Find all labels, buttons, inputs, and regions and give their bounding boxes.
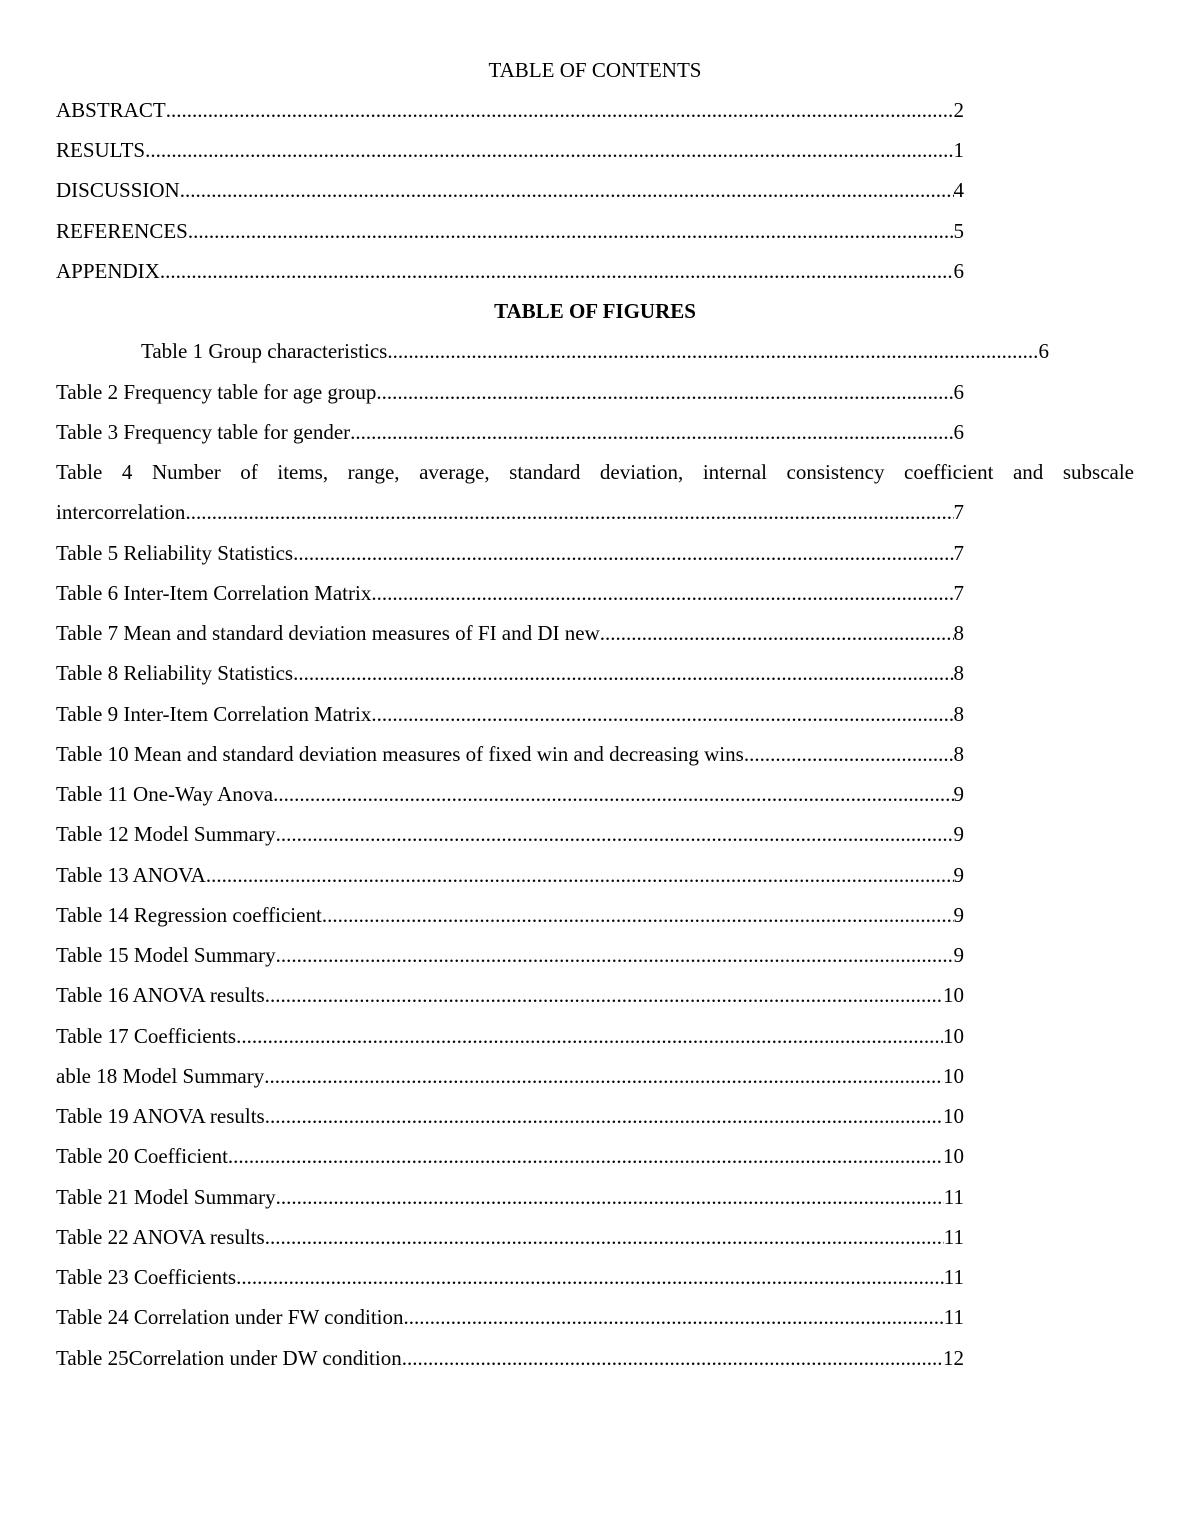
toc-entry-appendix[interactable] (56, 257, 964, 285)
dot-leader (145, 136, 953, 164)
tof-entry[interactable] (56, 1303, 964, 1331)
tof-entry-page: 9 (953, 863, 964, 887)
dot-leader (350, 418, 953, 446)
tof-entry-label: Table 6 Inter-Item Correlation Matrix (56, 581, 372, 605)
tof-entry-page: 9 (953, 822, 964, 846)
tof-entry-label: Table 24 Correlation under FW condition (56, 1305, 404, 1329)
tof-entry-label: Table 20 Coefficient (56, 1144, 228, 1168)
tof-entry-label: Table 22 ANOVA results (56, 1225, 265, 1249)
tof-entry-label: Table 3 Frequency table for gender (56, 420, 351, 444)
tof-entry-page: 11 (943, 1225, 964, 1249)
tof-entry-page: 6 (953, 380, 964, 404)
dot-leader (236, 1263, 944, 1291)
tof-entry-page: 9 (953, 903, 964, 927)
dot-leader (264, 1062, 943, 1090)
dot-leader (265, 1102, 943, 1130)
tof-entry[interactable] (56, 418, 964, 446)
tof-entry[interactable] (56, 1223, 964, 1251)
toc-entry-page: 1 (953, 138, 964, 162)
tof-entry[interactable] (56, 378, 964, 406)
dot-leader (293, 539, 953, 567)
dot-leader (180, 176, 954, 204)
tof-entry[interactable] (56, 659, 964, 687)
toc-entry-label: APPENDIX (56, 259, 160, 283)
tof-entry-label: Table 7 Mean and standard deviation measures of FI and DI new (56, 621, 600, 645)
tof-entry[interactable] (56, 780, 964, 808)
dot-leader (166, 96, 954, 124)
dot-leader (402, 1344, 943, 1372)
tof-entry-label: Table 9 Inter-Item Correlation Matrix (56, 702, 372, 726)
tof-entry-line1[interactable]: Table 4 Number of items, range, average, standard deviation, internal consistency coefficient and subscale (56, 460, 1134, 484)
tof-entry-label: Table 2 Frequency table for age group (56, 380, 377, 404)
toc-entry-references[interactable] (56, 217, 964, 245)
tof-entry-page: 9 (953, 943, 964, 967)
toc-entry-page: 5 (953, 219, 964, 243)
tof-entry-page: 8 (953, 702, 964, 726)
toc-entry-abstract[interactable] (56, 96, 964, 124)
tof-entry[interactable] (56, 1344, 964, 1372)
tof-entry[interactable] (56, 579, 964, 607)
tof-entry-label: intercorrelation (56, 500, 186, 524)
dot-leader (371, 700, 953, 728)
tof-entry-page: 11 (943, 1185, 964, 1209)
tof-entry-page: 10 (943, 1104, 964, 1128)
toc-entry-label: DISCUSSION (56, 178, 180, 202)
tof-entry[interactable] (56, 1062, 964, 1090)
tof-entry[interactable] (56, 539, 964, 567)
tof-entry-page: 7 (953, 581, 964, 605)
tof-entry-label: Table 21 Model Summary (56, 1185, 276, 1209)
tof-entry-page: 6 (953, 420, 964, 444)
dot-leader (276, 941, 954, 969)
tof-entry-label: Table 12 Model Summary (56, 822, 276, 846)
toc-entry-page: 2 (953, 98, 964, 122)
tof-entry-label: Table 25Correlation under DW condition (56, 1346, 402, 1370)
tof-entry-page: 7 (953, 541, 964, 565)
dot-leader (206, 861, 954, 889)
toc-entry-label: RESULTS (56, 138, 146, 162)
toc-entry-results[interactable] (56, 136, 964, 164)
tof-entry-page: 10 (943, 1144, 964, 1168)
tof-entry-label: Table 17 Coefficients (56, 1024, 237, 1048)
tof-entry-page: 8 (953, 742, 964, 766)
tof-entry-page: 9 (953, 782, 964, 806)
tof-entry[interactable] (56, 1022, 964, 1050)
toc-entry-page: 4 (953, 178, 964, 202)
tof-entry-page: 8 (953, 621, 964, 645)
tof-entry-label: Table 23 Coefficients (56, 1265, 237, 1289)
tof-entry[interactable] (56, 700, 964, 728)
tof-entry-label: Table 15 Model Summary (56, 943, 276, 967)
toc-heading: TABLE OF CONTENTS (488, 58, 702, 82)
dot-leader (228, 1142, 943, 1170)
tof-entry[interactable] (56, 1142, 964, 1170)
tof-entry[interactable] (56, 861, 964, 889)
tof-entry-label: Table 13 ANOVA (56, 863, 206, 887)
dot-leader (322, 901, 954, 929)
tof-heading: TABLE OF FIGURES (494, 299, 696, 323)
dot-leader (376, 378, 953, 406)
tof-entry-label: Table 5 Reliability Statistics (56, 541, 294, 565)
tof-entry-page: 10 (943, 983, 964, 1007)
dot-leader (600, 619, 954, 647)
tof-entry-page: 11 (943, 1265, 964, 1289)
dot-leader (265, 1223, 944, 1251)
tof-entry-label: Table 11 One-Way Anova (56, 782, 274, 806)
dot-leader (188, 217, 954, 245)
dot-leader (276, 1183, 944, 1211)
tof-entry-label: Table 8 Reliability Statistics (56, 661, 294, 685)
tof-entry[interactable] (56, 498, 964, 526)
tof-entry-label: Table 1 Group characteristics (141, 339, 388, 363)
dot-leader (236, 1022, 943, 1050)
tof-entry-label: Table 10 Mean and standard deviation measures of fixed win and decreasing wins (56, 742, 744, 766)
dot-leader (744, 740, 954, 768)
dot-leader (265, 981, 943, 1009)
tof-entry[interactable] (56, 740, 964, 768)
tof-entry-page: 8 (953, 661, 964, 685)
tof-entry[interactable] (56, 619, 964, 647)
dot-leader (293, 659, 953, 687)
tof-entry[interactable] (56, 1102, 964, 1130)
toc-entry-label: ABSTRACT (56, 98, 166, 122)
tof-entry[interactable] (56, 820, 964, 848)
tof-entry-label: Table 14 Regression coefficient (56, 903, 322, 927)
dot-leader (276, 820, 954, 848)
dot-leader (403, 1303, 943, 1331)
dot-leader (185, 498, 953, 526)
tof-entry-page: 10 (943, 1024, 964, 1048)
toc-entry-label: REFERENCES (56, 219, 188, 243)
tof-entry[interactable] (56, 901, 964, 929)
tof-entry-page: 6 (1038, 339, 1049, 363)
tof-entry-page: 10 (943, 1064, 964, 1088)
tof-entry-label: Table 16 ANOVA results (56, 983, 265, 1007)
tof-entry-page: 7 (953, 500, 964, 524)
dot-leader (160, 257, 954, 285)
tof-entry[interactable] (56, 1183, 964, 1211)
tof-entry-page: 11 (943, 1305, 964, 1329)
dot-leader (387, 337, 1038, 365)
tof-entry[interactable] (56, 981, 964, 1009)
dot-leader (273, 780, 953, 808)
tof-entry[interactable] (56, 941, 964, 969)
toc-entry-page: 6 (953, 259, 964, 283)
dot-leader (371, 579, 953, 607)
tof-entry-label: able 18 Model Summary (56, 1064, 265, 1088)
toc-entry-discussion[interactable] (56, 176, 964, 204)
tof-entry-label: Table 19 ANOVA results (56, 1104, 265, 1128)
tof-entry[interactable] (56, 1263, 964, 1291)
tof-entry[interactable] (141, 337, 1049, 365)
tof-entry-page: 12 (943, 1346, 964, 1370)
